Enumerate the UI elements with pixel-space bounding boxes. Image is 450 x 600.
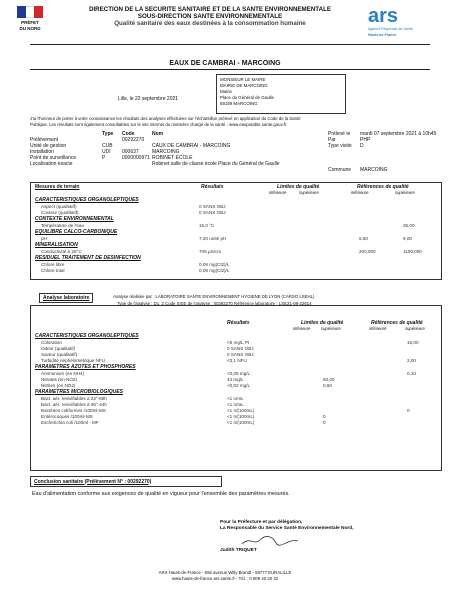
- ref-sup: 0: [407, 408, 410, 413]
- limit-sup: 0,50: [323, 383, 332, 388]
- measure-result: 15,0 °C: [199, 223, 215, 228]
- ars-logo: [368, 6, 420, 38]
- rf-line1: PRÉFET: [21, 20, 39, 25]
- limit-sup: 0: [323, 420, 326, 425]
- measure-label: Bact. aér. revivifiables à 22°-68h: [41, 396, 107, 401]
- ref-sup: 25,00: [403, 223, 415, 228]
- section-heading: MINERALISATION: [35, 242, 78, 248]
- measure-label: Saveur (qualitatif): [41, 352, 78, 357]
- info-col-code: Code: [122, 131, 135, 137]
- terrain-title: Mesures de terrain: [35, 184, 80, 190]
- section-heading: CONTEXTE ENVIRONNEMENTAL: [35, 216, 114, 222]
- measure-result: 705 µS/cm: [199, 249, 222, 254]
- info-row-name: MARCOING: [152, 149, 180, 155]
- info-row-name: Robinet salle de classe école Place du Général de Gaulle: [152, 161, 280, 167]
- measure-result: <1 n/mL: [227, 396, 244, 401]
- limit-sup: 50,00: [323, 377, 335, 382]
- header-line1: DIRECTION DE LA SECURITE SANITAIRE ET DE LA SANTE ENVIRONNEMENTALE: [88, 6, 331, 13]
- info-row-name: ROBINET ÉCOLE: [152, 155, 193, 161]
- address-line: MAIRIE DE MARCOING: [220, 83, 268, 88]
- measure-result: <1 n/(100mL): [227, 408, 255, 413]
- terrain-col-ref-inf: inférieure: [351, 190, 369, 195]
- labo-col-ref-inf: inférieure: [369, 326, 387, 331]
- labo-col-ref-sup: supérieure: [405, 326, 425, 331]
- footer: [0, 570, 450, 582]
- info-row-name: CAUX DE CAMBRAI - MARCOING: [152, 143, 231, 149]
- info-row-type: UDI: [102, 149, 111, 155]
- measure-result: 7,20 unité pH: [199, 236, 227, 241]
- info-row-type: P: [102, 155, 106, 161]
- ars-logo-subtitle: Agence Régionale de Santé: [368, 27, 413, 31]
- info-col-nom: Nom: [152, 131, 164, 137]
- labo-col-refs: Références de qualité: [371, 320, 423, 326]
- intro-text: [30, 116, 440, 128]
- terrain-col-lim-sup: supérieure: [299, 190, 319, 195]
- signature-scribble: [240, 534, 300, 548]
- terrain-col-ref-sup: supérieure: [395, 190, 415, 195]
- address-line: 59159 MARCOING: [220, 101, 258, 106]
- lab-analysis-table: [30, 294, 442, 471]
- labo-col-lim-sup: supérieure: [321, 326, 341, 331]
- ref-inf: 6,50: [359, 236, 368, 241]
- labo-col-lim-inf: inférieure: [293, 326, 311, 331]
- info-row-label: Unité de gestion: [30, 143, 67, 149]
- measure-result: <1 n/(100mL): [227, 420, 255, 425]
- measure-result: <5 mg/L Pt: [227, 340, 250, 345]
- measure-label: Conductivité à 25°C: [41, 249, 82, 254]
- measure-result: 0 SANS OBJ: [227, 352, 254, 357]
- commune-label: Commune: [328, 167, 352, 173]
- measure-result: 0 SANS OBJ: [199, 204, 226, 209]
- info-right-label: Par: [328, 137, 336, 143]
- rf-line2: DU NORD: [19, 26, 41, 31]
- french-flag-icon: [17, 6, 43, 18]
- measure-label: Escherichia coli /100ml - MF: [41, 420, 99, 425]
- section-heading: EQUILIBRE CALCO-CARBONIQUE: [35, 229, 118, 235]
- limit-sup: 0: [323, 414, 326, 419]
- section-heading: CARACTERISTIQUES ORGANOLEPTIQUES: [35, 197, 139, 203]
- conclusion-text: Eau d'alimentation conforme aux exigences de qualité en vigueur pour l'ensemble des paramètres mesurés.: [32, 491, 290, 497]
- measure-result: 44 mg/L: [227, 377, 244, 382]
- info-row-code: 000637: [122, 149, 139, 155]
- document-title: EAUX DE CAMBRAI - MARCOING: [169, 60, 281, 67]
- field-measurements-table: [30, 182, 442, 280]
- info-right-label: Type visite: [328, 143, 352, 149]
- measure-result: 0 SANS OBJ: [199, 210, 226, 215]
- section-heading: CARACTERISTIQUES ORGANOLEPTIQUES: [35, 333, 139, 339]
- info-right-value: PHP: [360, 137, 371, 143]
- info-right-value: mardi 07 septembre 2021 à 10h45: [360, 131, 437, 137]
- measure-result: <0,02 mg/L: [227, 383, 251, 388]
- section-heading: RESIDUEL TRAITEMENT DE DESINFECTION: [35, 255, 141, 261]
- conclusion-title: Conclusion sanitaire (Prélèvement N° : 00292270): [34, 478, 152, 485]
- terrain-col-refs: Références de qualité: [357, 184, 409, 190]
- ref-sup: 9,00: [403, 236, 412, 241]
- labo-col-limits: Limites de qualité: [301, 320, 344, 326]
- ref-sup: 15,00: [407, 340, 419, 345]
- conclusion-title-box: [30, 476, 222, 487]
- footer-line2: www.hauts-de-france.ars.sante.fr - Tél. : 0 809 40 20 32: [171, 576, 279, 581]
- measure-label: Ammonium (en NH4): [41, 371, 85, 376]
- ars-logo-region: Hauts-de-France: [368, 33, 397, 37]
- measure-result: <0,1 NFU: [227, 358, 247, 363]
- measure-result: 0 SANS OBJ: [227, 346, 254, 351]
- info-col-type: Type: [102, 131, 114, 137]
- measure-result: <0,05 mg/L: [227, 371, 251, 376]
- labo-line1: Analyse réalisée par : LABORATOIRE SANTE ENVIRONNEMENT HYGIENE DE LYON (CARSO LSEHL): [113, 294, 315, 299]
- address-line: MONSIEUR LE MAIRE: [220, 77, 266, 82]
- signatory-name: Judith TRIQUET: [220, 548, 257, 553]
- address-box: [216, 74, 346, 114]
- signature-line2: La Responsable du Service Santé Environnementale Nord,: [220, 526, 354, 531]
- info-row-label: Point de surveillance: [30, 155, 77, 161]
- sample-info: [30, 131, 440, 176]
- header-divider: [30, 44, 430, 45]
- terrain-col-lim-inf: inférieure: [269, 190, 287, 195]
- ref-sup: 0,10: [407, 371, 416, 376]
- measure-label: Température de l'eau: [41, 223, 85, 228]
- labo-line2: Type de l'analyse : D1, 2 Code SISE de l'analyse : 00292270 Référence laboratoire : LSE21-08-22614: [117, 301, 312, 306]
- measure-label: Odeur (qualitatif): [41, 346, 76, 351]
- info-right-label: Prélevé le: [328, 131, 351, 137]
- info-row-code: 0000000971: [122, 155, 150, 161]
- measure-label: Couleur (qualitatif): [41, 210, 79, 215]
- measure-label: Chlore libre: [41, 262, 65, 267]
- header-line2: SOUS-DIRECTION SANTE ENVIRONNEMENTALE: [137, 13, 283, 20]
- measure-label: Chlore total: [41, 268, 65, 273]
- ars-logo-text: ars: [368, 5, 399, 27]
- measure-result: 0,09 mg(Cl2)/L: [199, 262, 230, 267]
- signature-line1: Pour la Préfecture et par délégation,: [220, 520, 303, 525]
- measure-label: Bact. aér. revivifiables à 36°-44h: [41, 402, 107, 407]
- ref-inf: 200,000: [359, 249, 376, 254]
- measure-label: Aspect (qualitatif): [41, 204, 77, 209]
- measure-label: Coloration: [41, 340, 62, 345]
- info-row-label: Installation: [30, 149, 54, 155]
- info-row-type: CUB: [102, 143, 113, 149]
- header-line3: Qualité sanitaire des eaux destinées à la consommation humaine: [114, 20, 306, 27]
- measure-label: Entérocoques /100ml-MS: [41, 414, 93, 419]
- commune-value: MARCOING: [360, 167, 388, 173]
- section-heading: PARAMETRES AZOTES ET PHOSPHORES: [35, 364, 136, 370]
- measure-label: Bactéries coliformes /100ml-MS: [41, 408, 106, 413]
- measure-label: Turbidité néphélométrique NFU: [41, 358, 105, 363]
- title-divider: [30, 69, 430, 70]
- info-right-value: D: [360, 143, 364, 149]
- terrain-col-results: Résultats: [201, 184, 224, 190]
- measure-label: pH: [41, 236, 47, 241]
- measure-label: Nitrites (en NO2): [41, 383, 76, 388]
- ref-sup: 1100,000: [403, 249, 422, 254]
- measure-label: Nitrates (en NO3): [41, 377, 77, 382]
- info-row-label: Localisation exacte: [30, 161, 73, 167]
- labo-col-results: Résultats: [227, 320, 250, 326]
- terrain-col-limits: Limites de qualité: [277, 184, 320, 190]
- intro-line: Publique. Les résultats sont également consultables sur le site internet du ministère chargé de la santé : www.eaupotable.sante.gouv.fr: [30, 122, 287, 127]
- address-line: Place du Général de Gaulle: [220, 95, 274, 100]
- intro-line: J'ai l'honneur de porter à votre connaissance les résultats des analyses effectuées sur l'échantillon prélevé en application du Code de la Santé: [30, 116, 301, 121]
- header-title-block: [60, 6, 360, 27]
- footer-line1: ARS Hauts-de-France - 556 avenue Willy Brandt - 59777 EURALILLE: [158, 570, 292, 575]
- info-row-code: 00292270: [122, 137, 145, 143]
- section-heading: PARAMETRES MICROBIOLOGIQUES: [35, 389, 123, 395]
- labo-title: Analyse laboratoire: [39, 293, 93, 303]
- date-line: Lille, le 22 septembre 2021: [118, 96, 179, 102]
- ref-sup: 2,00: [407, 358, 416, 363]
- republique-francaise-logo: [10, 6, 50, 36]
- info-row-label: Prélèvement: [30, 137, 59, 143]
- measure-result: <1 n/mL: [227, 402, 244, 407]
- signature-block: [220, 520, 420, 554]
- measure-result: <1 n/(100mL): [227, 414, 255, 419]
- measure-result: 0,09 mg(Cl2)/L: [199, 268, 230, 273]
- address-line: Mairie: [220, 89, 232, 94]
